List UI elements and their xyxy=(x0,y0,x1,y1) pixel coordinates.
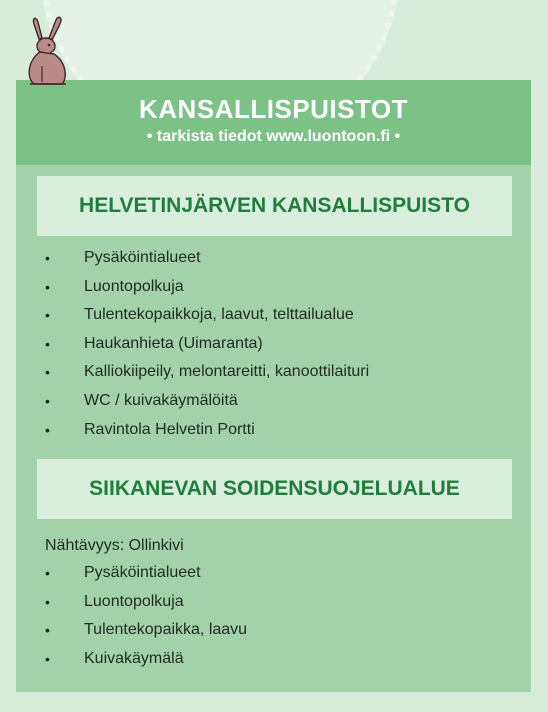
list-item-label: Tulentekopaikka, laavu xyxy=(84,621,248,639)
page-subtitle: • tarkista tiedot www.luontoon.fi • xyxy=(146,128,401,145)
list-item-label: Pysäköintialueet xyxy=(84,249,201,266)
list-item-label: Pysäköintialueet xyxy=(84,564,201,581)
list-item xyxy=(16,301,531,330)
bullet: • xyxy=(45,250,50,266)
section-title-helvetinjarvi: HELVETINJÄRVEN KANSALLISPUISTO xyxy=(37,176,512,236)
bullet: • xyxy=(45,392,50,409)
bullet: • xyxy=(45,421,50,438)
bullet: • xyxy=(45,364,50,381)
bullet: • xyxy=(45,593,50,610)
list-item-label: Ravintola Helvetin Portti xyxy=(84,420,255,438)
bullet: • xyxy=(45,278,50,295)
list-item-label: Haukanhieta (Uimaranta) xyxy=(84,334,263,352)
list-item-label: WC / kuivakäymälöitä xyxy=(84,391,238,409)
bullet: • xyxy=(45,335,50,352)
bullet: • xyxy=(45,622,50,639)
page-title: KANSALLISPUISTOT xyxy=(139,94,408,124)
parks-panel xyxy=(16,80,531,692)
bullet: • xyxy=(45,565,50,581)
list-item-label: Kalliokiipeily, melontareitti, kanoottilaituri xyxy=(84,363,370,381)
list-item xyxy=(16,616,531,645)
list-item xyxy=(16,358,531,387)
list-item xyxy=(16,273,531,302)
list-item-label: Kuivakäymälä xyxy=(84,649,184,667)
hare-icon xyxy=(20,16,78,88)
list-item xyxy=(16,588,531,617)
list-item-label: Luontopolkuja xyxy=(84,277,184,295)
list-item xyxy=(16,244,531,273)
list-item xyxy=(16,330,531,359)
attraction-note: Nähtävyys: Ollinkivi xyxy=(45,537,184,554)
bullet: • xyxy=(45,650,50,667)
siikaneva-facilities-list xyxy=(16,559,531,673)
bullet: • xyxy=(45,307,50,324)
list-item-label: Tulentekopaikkoja, laavut, telttailualue xyxy=(84,306,354,324)
panel-header xyxy=(16,80,531,165)
section-title-siikaneva: SIIKANEVAN SOIDENSUOJELUALUE xyxy=(37,459,512,519)
list-item xyxy=(16,645,531,674)
list-item-label: Luontopolkuja xyxy=(84,592,184,610)
helvetinjarvi-facilities-list xyxy=(16,244,531,444)
list-item xyxy=(16,387,531,416)
list-item xyxy=(16,559,531,588)
list-item xyxy=(16,416,531,445)
